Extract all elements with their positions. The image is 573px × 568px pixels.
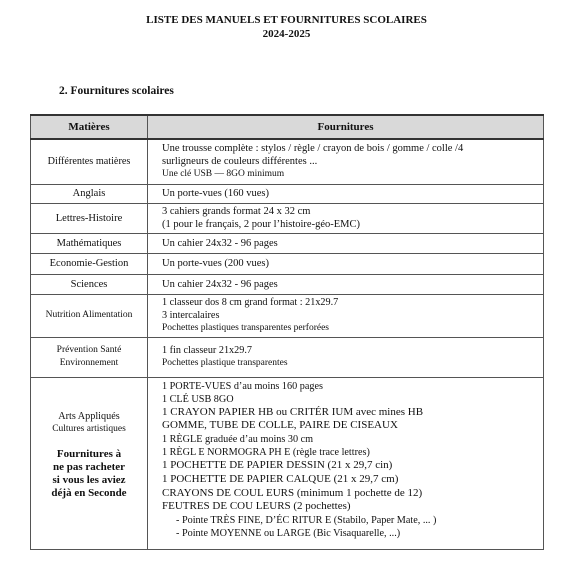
supply-item: FEUTRES DE COU LEURS (2 pochettes): [162, 500, 351, 513]
document-title: LISTE DES MANUELS ET FOURNITURES SCOLAIRES: [146, 14, 427, 26]
supply-item: 1 PORTE-VUES d’au moins 160 pages: [162, 380, 323, 392]
subject-label: Lettres-Histoire: [55, 212, 123, 224]
supply-subitem: - Pointe MOYENNE ou LARGE (Bic Visaquarelle, ...): [176, 528, 401, 540]
supply-item: Un cahier 24x32 - 96 pages: [162, 237, 278, 249]
supplies-cell: [148, 274, 544, 294]
table-row: [31, 139, 544, 184]
subject-cell: [31, 274, 148, 294]
column-header-supplies: Fournitures: [148, 115, 544, 139]
section-heading: 2. Fournitures scolaires: [59, 85, 174, 97]
subject-label: Economie-Gestion: [49, 258, 129, 269]
supply-item: Une trousse complète : stylos / règle / crayon de bois / gomme / colle /4: [162, 143, 464, 155]
subject-label: Mathématiques: [56, 237, 122, 249]
subject-label: Nutrition Alimentation: [45, 310, 133, 320]
supply-item: Un porte-vues (200 vues): [162, 258, 270, 269]
subject-cell: [31, 139, 148, 184]
supplies-cell: [148, 377, 544, 549]
supply-item: 1 RÈGL E NORMOGRA PH E (règle trace lettres): [162, 447, 370, 459]
supplies-cell: [148, 203, 544, 233]
subject-cell: [31, 294, 148, 337]
subject-note: déjà en Seconde: [51, 486, 127, 499]
supply-item: CRAYONS DE COUL EURS (minimum 1 pochette de 12): [162, 486, 423, 499]
supply-item: 1 POCHETTE DE PAPIER DESSIN (21 x 29,7 cin): [162, 459, 393, 472]
subject-cell: [31, 203, 148, 233]
subject-label: Différentes matières: [47, 156, 131, 168]
supply-item: Pochettes plastique transparentes: [162, 358, 288, 368]
supply-item: 3 intercalaires: [162, 310, 220, 321]
table-row: [31, 377, 544, 549]
subject-label: Cultures artistiques: [52, 423, 126, 434]
supply-item: 1 CRAYON PAPIER HB ou CRITÉR IUM avec mines HB: [162, 405, 424, 418]
subject-cell: [31, 233, 148, 253]
supply-item: surligneurs de couleurs différentes ...: [162, 156, 318, 168]
supply-item: Une clé USB — 8GO minimum: [162, 169, 285, 180]
table-row: [31, 253, 544, 274]
subject-cell: [31, 184, 148, 203]
table-row: [31, 274, 544, 294]
supplies-cell: [148, 337, 544, 377]
subject-cell: [31, 337, 148, 377]
subject-note: si vous les aviez: [52, 473, 126, 486]
supplies-cell: [148, 233, 544, 253]
supply-item: 1 CLÉ USB 8GO: [162, 393, 234, 405]
subject-label: Anglais: [72, 188, 106, 199]
school-year: 2024-2025: [262, 28, 311, 40]
supplies-cell: [148, 184, 544, 203]
supply-item: 3 cahiers grands format 24 x 32 cm: [162, 206, 311, 217]
table-row: [31, 233, 544, 253]
supply-item: Un cahier 24x32 - 96 pages: [162, 278, 278, 290]
supply-item: Un porte-vues (160 vues): [162, 188, 270, 199]
supply-subitem: - Pointe TRÈS FINE, D’ÉC RITUR E (Stabilo, Paper Mate, ... ): [176, 515, 437, 527]
supplies-cell: [148, 294, 544, 337]
column-header-subjects: Matières: [31, 115, 148, 139]
supply-item: 1 POCHETTE DE PAPIER CALQUE (21 x 29,7 cm): [162, 472, 399, 485]
table-row: [31, 337, 544, 377]
supplies-cell: [148, 253, 544, 274]
subject-cell: [31, 253, 148, 274]
supply-item: 1 RÈGLE graduée d’au moins 30 cm: [162, 434, 314, 446]
supplies-cell: [148, 139, 544, 184]
supply-item: Pochettes plastiques transparentes perforées: [162, 323, 329, 333]
subject-note: ne pas racheter: [52, 460, 126, 473]
table-header-row: [31, 115, 544, 139]
subject-note: Fournitures à: [56, 447, 122, 460]
table-row: [31, 203, 544, 233]
subject-label: Environnement: [59, 358, 119, 368]
supply-item: (1 pour le français, 2 pour l’histoire-géo-EMC): [162, 219, 360, 230]
supplies-table: [30, 114, 544, 550]
supply-item: 1 classeur dos 8 cm grand format : 21x29.7: [162, 297, 339, 308]
subject-cell: [31, 377, 148, 549]
subject-label: Sciences: [70, 278, 108, 290]
supply-item: 1 fin classeur 21x29.7: [162, 345, 252, 356]
supply-item: GOMME, TUBE DE COLLE, PAIRE DE CISEAUX: [162, 419, 398, 432]
subject-label: Prévention Santé: [56, 345, 122, 355]
table-row: [31, 294, 544, 337]
subject-label: Arts Appliqués: [58, 410, 120, 422]
table-row: [31, 184, 544, 203]
